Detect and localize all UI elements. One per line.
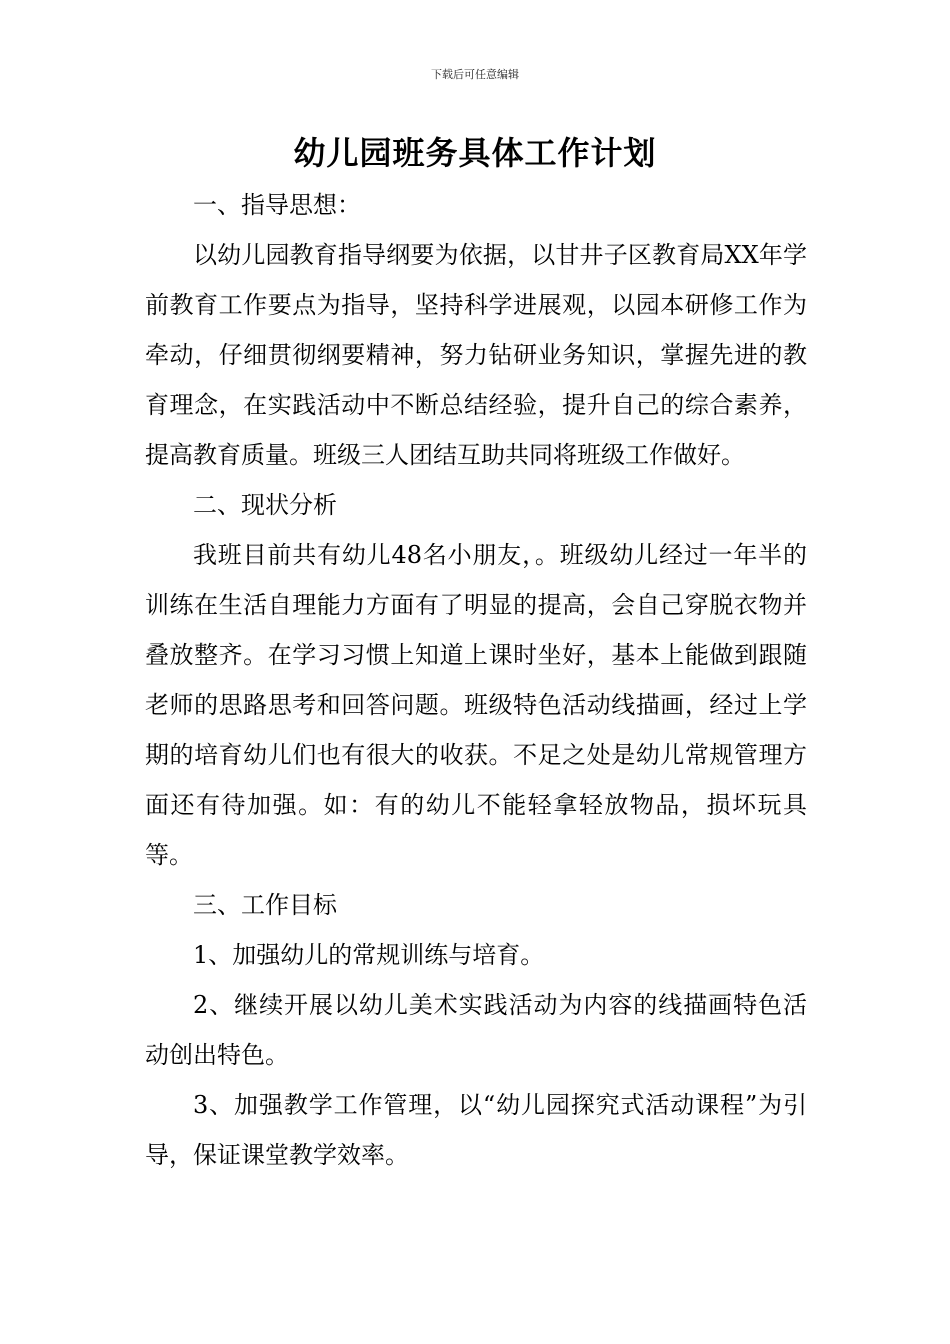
section-heading-work-goals: 三、工作目标 — [193, 891, 337, 919]
paragraph-guiding-thought: 以幼儿园教育指导纲要为依据，以甘井子区教育局XX年学前教育工作要点为指导，坚持科学进展观，以园本研修工作为牵动，仔细贯彻纲要精神，努力钻研业务知识，掌握先进的教育理念，在实践活动中不断总结经验，提升自己的综合素养，提高教育质量。班级三人团结互助共同将班级工作做好。 — [145, 241, 807, 469]
document-body — [145, 180, 807, 1180]
header-note: 下载后可任意编辑 — [431, 68, 519, 81]
section-heading-guiding-thought: 一、指导思想： — [193, 191, 361, 219]
goal-item-1: 1、加强幼儿的常规训练与培育。 — [193, 941, 545, 969]
document-title: 幼儿园班务具体工作计划 — [293, 134, 657, 172]
paragraph-status-analysis: 我班目前共有幼儿48名小朋友，。班级幼儿经过一年半的训练在生活自理能力方面有了明显的提高，会自己穿脱衣物并叠放整齐。在学习习惯上知道上课时坐好，基本上能做到跟随老师的思路思考和回答问题。班级特色活动线描画，经过上学期的培育幼儿们也有很大的收获。不足之处是幼儿常规管理方面还有待加强。如：有的幼儿不能轻拿轻放物品，损坏玩具等。 — [145, 541, 807, 869]
goal-item-2: 2、继续开展以幼儿美术实践活动为内容的线描画特色活动创出特色。 — [145, 991, 807, 1069]
section-heading-status-analysis: 二、现状分析 — [193, 491, 337, 519]
goal-item-3: 3、加强教学工作管理，以“幼儿园探究式活动课程”为引导，保证课堂教学效率。 — [145, 1091, 807, 1169]
